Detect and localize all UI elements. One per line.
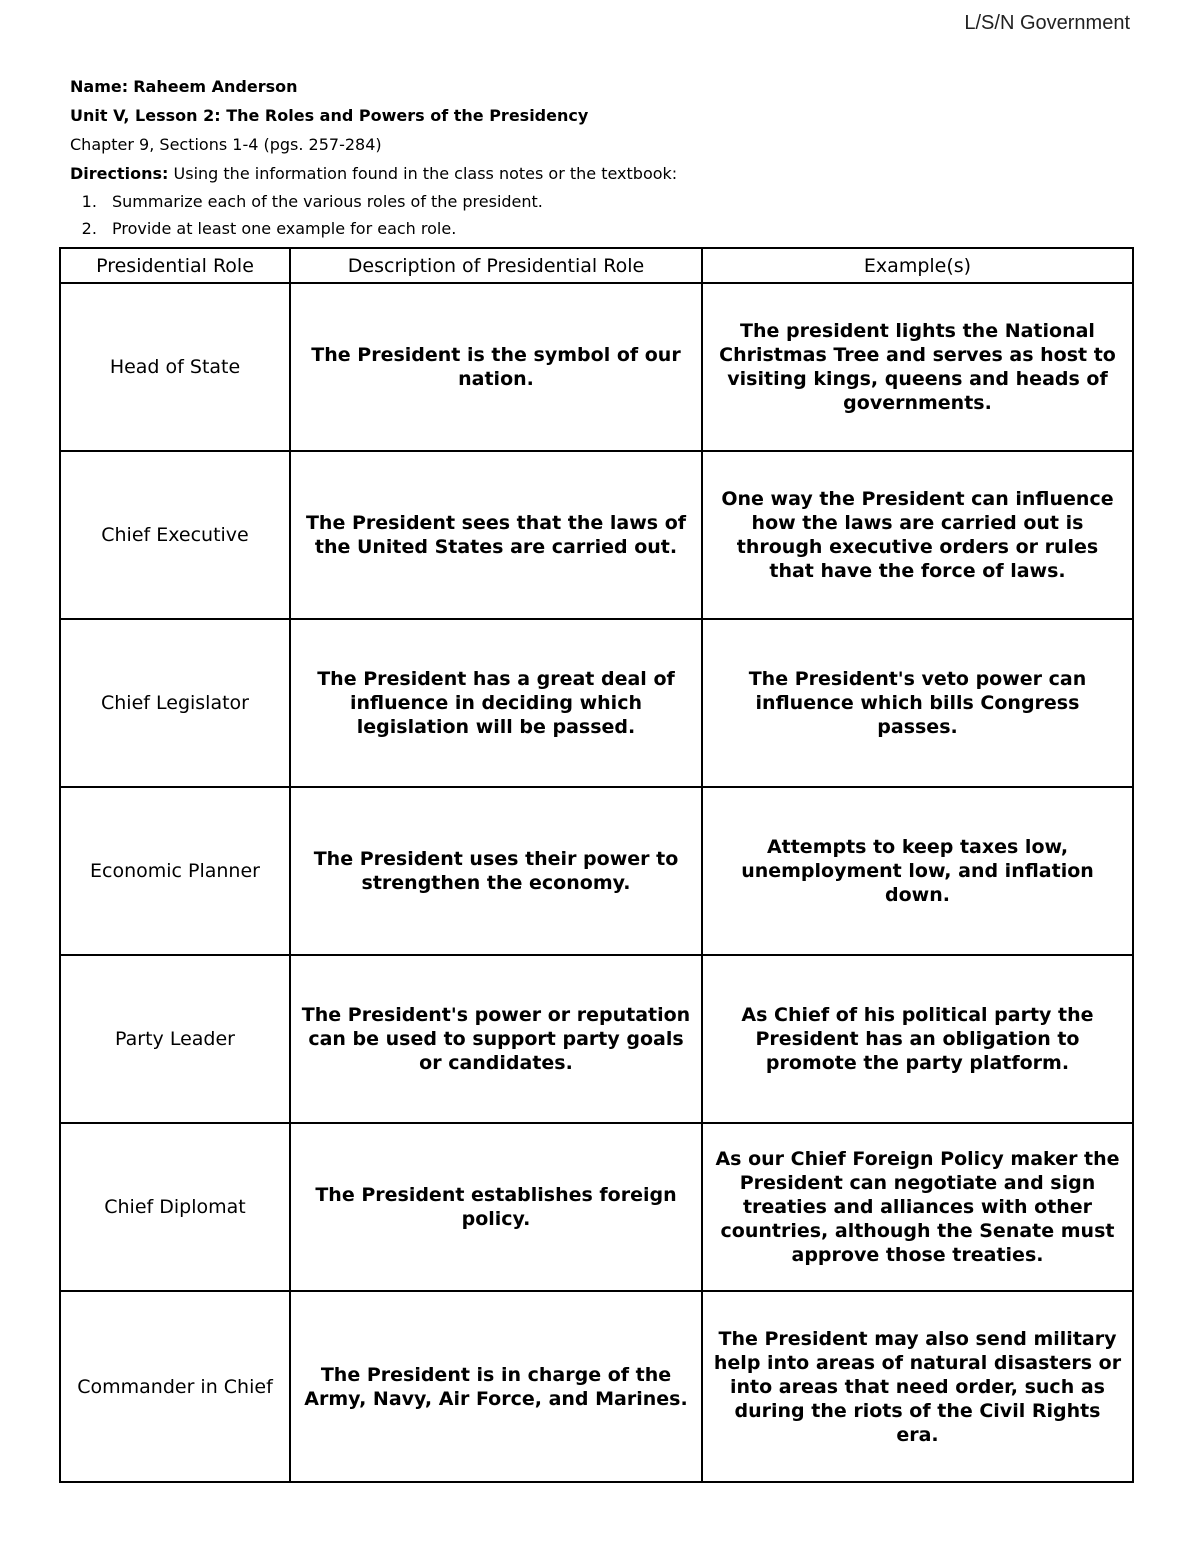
unit-title: Unit V, Lesson 2: The Roles and Powers of the Presidency [70, 106, 589, 125]
table-row [60, 1123, 1133, 1291]
table-row [60, 451, 1133, 619]
description-cell: The President is the symbol of our nation. [290, 283, 702, 451]
course-title: L/S/N Government [964, 12, 1130, 34]
example-cell: As our Chief Foreign Policy maker the President can negotiate and sign treaties and alliances with other countries, although the Senate must approve those treaties. [702, 1123, 1133, 1291]
description-cell: The President's power or reputation can be used to support party goals or candidates. [290, 955, 702, 1123]
role-cell: Chief Executive [60, 451, 290, 619]
table-row [60, 787, 1133, 955]
directions-step: 2. Provide at least one example for each role. [102, 215, 1130, 242]
table-row [60, 955, 1133, 1123]
example-cell: Attempts to keep taxes low, unemployment low, and inflation down. [702, 787, 1133, 955]
example-cell: As Chief of his political party the President has an obligation to promote the party platform. [702, 955, 1133, 1123]
table-header-row [60, 248, 1133, 283]
role-cell: Party Leader [60, 955, 290, 1123]
worksheet-intro [70, 72, 1130, 242]
description-cell: The President sees that the laws of the United States are carried out. [290, 451, 702, 619]
role-cell: Chief Legislator [60, 619, 290, 787]
directions-text: Using the information found in the class notes or the textbook: [173, 164, 678, 183]
directions-steps [70, 188, 1130, 242]
role-cell: Commander in Chief [60, 1291, 290, 1482]
role-cell: Economic Planner [60, 787, 290, 955]
example-cell: The president lights the National Christmas Tree and serves as host to visiting kings, queens and heads of governments. [702, 283, 1133, 451]
description-cell: The President uses their power to strengthen the economy. [290, 787, 702, 955]
header-description: Description of Presidential Role [290, 248, 702, 283]
example-cell: The President's veto power can influence which bills Congress passes. [702, 619, 1133, 787]
role-cell: Head of State [60, 283, 290, 451]
name-label: Name: [70, 77, 129, 96]
role-cell: Chief Diplomat [60, 1123, 290, 1291]
chapter-reference: Chapter 9, Sections 1-4 (pgs. 257-284) [70, 135, 382, 154]
student-name-line [70, 72, 1130, 101]
header-presidential-role: Presidential Role [60, 248, 290, 283]
example-cell: The President may also send military help into areas of natural disasters or into areas that need order, such as during the riots of the Civil Rights era. [702, 1291, 1133, 1482]
directions-label: Directions: [70, 164, 169, 183]
presidential-roles-table [59, 247, 1134, 1483]
directions-step: 1. Summarize each of the various roles of the president. [102, 188, 1130, 215]
student-name: Raheem Anderson [133, 77, 298, 96]
description-cell: The President establishes foreign policy. [290, 1123, 702, 1291]
table-row [60, 1291, 1133, 1482]
description-cell: The President is in charge of the Army, Navy, Air Force, and Marines. [290, 1291, 702, 1482]
directions-line [70, 159, 1130, 188]
header-examples: Example(s) [702, 248, 1133, 283]
table-row [60, 619, 1133, 787]
example-cell: One way the President can influence how the laws are carried out is through executive orders or rules that have the force of laws. [702, 451, 1133, 619]
description-cell: The President has a great deal of influence in deciding which legislation will be passed. [290, 619, 702, 787]
table-row [60, 283, 1133, 451]
